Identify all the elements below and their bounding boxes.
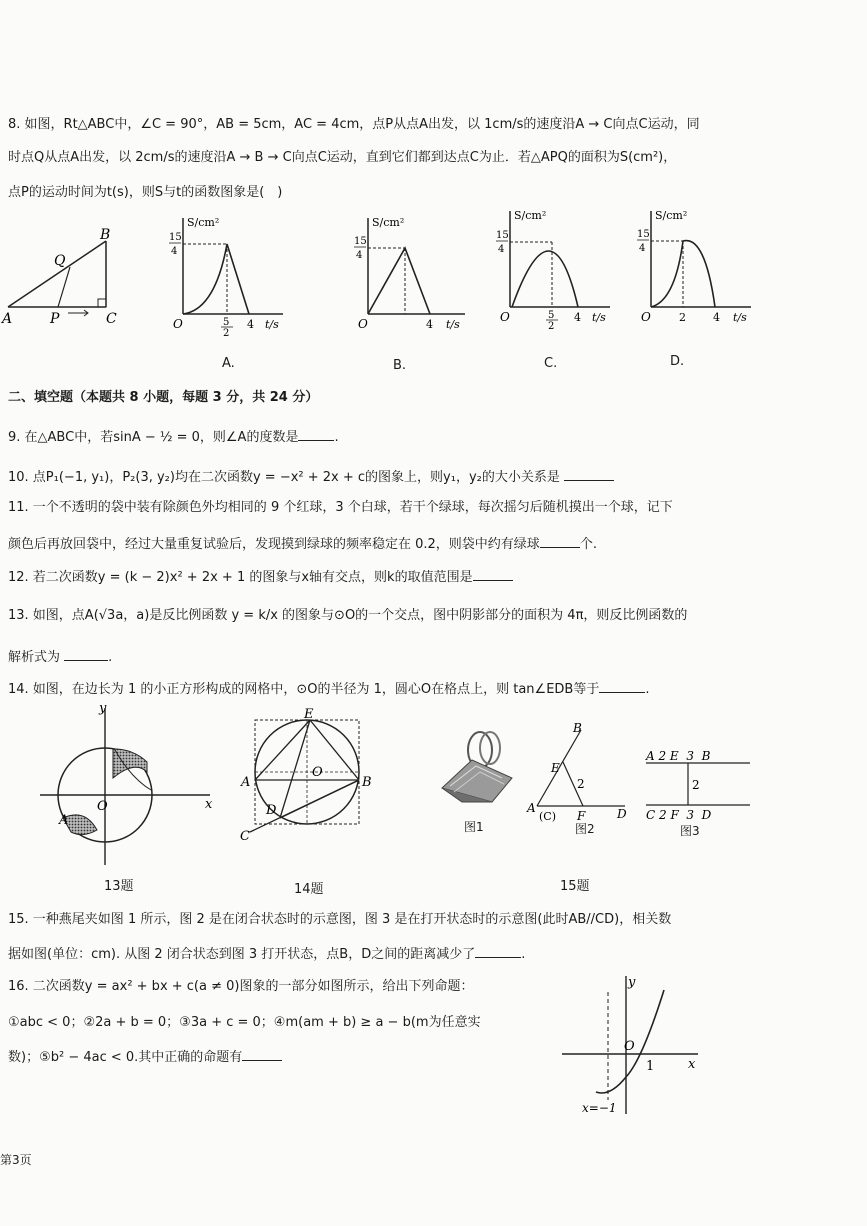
- q8-graph-c: [492, 205, 617, 330]
- q10: [8, 466, 614, 488]
- q9-blank[interactable]: [298, 426, 334, 441]
- q10-text: 10. 点P₁(−1, y₁)，P₂(3, y₂)均在二次函数y = −x² + 2x + c的图象上，则y₁，y₂的大小关系是: [8, 470, 560, 485]
- gd-ylabel: S/cm²: [655, 209, 688, 222]
- ga-xlabel: t/s: [265, 318, 279, 331]
- fig15-open: [640, 745, 755, 825]
- q11-line1: 11. 一个不透明的袋中装有除颜色外均相同的 9 个红球，3 个白球，若干个绿球，每次摇匀后随机摸出一个球，记下: [8, 500, 673, 515]
- q16-y: y: [628, 975, 636, 990]
- q9: 9. 在△ABC中，若sinA − ½ = 0，则∠A的度数是 .: [8, 426, 339, 448]
- fig13: [35, 700, 225, 870]
- q12-blank[interactable]: [473, 566, 513, 581]
- ga-2: 2: [223, 328, 230, 337]
- f13-a: A: [59, 813, 69, 828]
- option-b-label: B.: [393, 358, 407, 373]
- label-q: Q: [54, 253, 66, 269]
- gc-15: 15: [496, 230, 509, 241]
- caption-15: 15题: [560, 879, 590, 894]
- q16-one: 1: [646, 1059, 655, 1074]
- fig15-closed: [525, 722, 635, 822]
- f15c-top: A 2 E 3 B: [646, 749, 711, 763]
- ga-origin: O: [173, 317, 183, 331]
- f15b-d: D: [617, 807, 627, 821]
- gc-5: 5: [548, 310, 555, 321]
- f13-x: x: [205, 797, 213, 812]
- label-b: B: [100, 227, 111, 243]
- f15b-b: B: [573, 722, 582, 735]
- binder-clip-icon: [432, 730, 522, 810]
- q10-blank[interactable]: [564, 466, 614, 481]
- q13-line2: 解析式为 .: [8, 646, 112, 668]
- q9-text: 9. 在△ABC中，若sinA − ½ = 0，则∠A的度数是: [8, 430, 299, 445]
- q14-blank[interactable]: [599, 678, 645, 693]
- f15b-2: 2: [577, 777, 585, 791]
- option-a-label: A.: [222, 356, 235, 371]
- gd-origin: O: [641, 310, 651, 324]
- q15-blank[interactable]: [475, 943, 521, 958]
- q16-line3: [8, 1046, 282, 1068]
- f14-o: O: [312, 765, 323, 780]
- gc-origin: O: [500, 310, 510, 324]
- f15c-mid: 2: [692, 778, 700, 792]
- f13-o: O: [97, 799, 108, 814]
- q11-line2: [8, 533, 597, 555]
- q12-text: 12. 若二次函数y = (k − 2)x² + 2x + 1 的图象与x轴有交点，则k的取值范围是: [8, 570, 473, 585]
- q11-text: 颜色后再放回袋中，经过大量重复试验后，发现摸到绿球的频率稳定在 0.2，则袋中约有绿球: [8, 537, 540, 552]
- f15b-f: F: [577, 809, 586, 822]
- f14-e: E: [304, 707, 314, 722]
- q8-triangle-figure: [0, 225, 125, 330]
- gc-2: 2: [548, 321, 555, 330]
- gb-xlabel: t/s: [446, 318, 460, 331]
- fig14: [238, 706, 378, 846]
- gd-4: 4: [639, 243, 646, 254]
- q8-graph-a: [165, 212, 290, 337]
- q14: 14. 如图，在边长为 1 的小正方形构成的网格中，⊙O的半径为 1，圆心O在格点上，则 tan∠EDB等于 .: [8, 678, 649, 700]
- gd-15: 15: [637, 229, 650, 240]
- gb-4x: 4: [426, 318, 433, 331]
- q13-line1: 13. 如图，点A(√3a，a)是反比例函数 y = k/x 的图象与⊙O的一个交点，图中阴影部分的面积为 4π，则反比例函数的: [8, 608, 688, 623]
- ga-ylabel: S/cm²: [187, 216, 220, 229]
- gc-4: 4: [498, 244, 505, 255]
- f14-a: A: [241, 775, 251, 790]
- f15b-c: (C): [539, 810, 556, 822]
- q13-blank[interactable]: [64, 646, 108, 661]
- q14-text: 14. 如图，在边长为 1 的小正方形构成的网格中，⊙O的半径为 1，圆心O在格点上，则 tan∠EDB等于: [8, 682, 600, 697]
- option-d-label: D.: [670, 354, 685, 369]
- q16-line1: 16. 二次函数y = ax² + bx + c(a ≠ 0)图象的一部分如图所示，给出下列命题：: [8, 979, 474, 994]
- ga-4x: 4: [247, 318, 254, 331]
- q8-line1: 8. 如图，Rt△ABC中，∠C = 90°，AB = 5cm，AC = 4cm，点P从点A出发，以 1cm/s的速度沿A → C向点C运动，同: [8, 117, 700, 132]
- label-c: C: [106, 311, 117, 327]
- page-footer: 第3页: [0, 1153, 32, 1167]
- q16-blank[interactable]: [242, 1046, 282, 1061]
- q16-o: O: [624, 1039, 635, 1054]
- f14-b: B: [362, 775, 372, 790]
- gb-ylabel: S/cm²: [372, 216, 405, 229]
- gb-4: 4: [356, 250, 363, 261]
- q8-graph-d: [633, 205, 758, 330]
- q16-parabola-graph: [560, 972, 710, 1122]
- ga-15: 15: [169, 232, 182, 243]
- f13-y: y: [99, 701, 107, 716]
- gb-15: 15: [354, 236, 367, 247]
- f14-d: D: [266, 803, 277, 818]
- gc-ylabel: S/cm²: [514, 209, 547, 222]
- q16-line2: ①abc < 0；②2a + b = 0；③3a + c = 0；④m(am + b) ≥ a − b(m为任意实: [8, 1015, 481, 1030]
- f15b-e: E: [551, 761, 560, 775]
- label-p: P: [50, 311, 60, 327]
- fig2-label: 图2: [575, 822, 595, 836]
- q15-text: 据如图(单位：cm). 从图 2 闭合状态到图 3 打开状态，点B，D之间的距离减少了: [8, 947, 476, 962]
- label-a: A: [2, 311, 13, 327]
- q8-graph-b: [350, 212, 470, 337]
- q15-line2: 据如图(单位：cm). 从图 2 闭合状态到图 3 打开状态，点B，D之间的距离减少了 .: [8, 943, 525, 965]
- ga-5: 5: [223, 317, 230, 328]
- caption-14: 14题: [294, 882, 324, 897]
- q16-x: x: [688, 1057, 696, 1072]
- q16-text: 数)；⑤b² − 4ac < 0.其中正确的命题有: [8, 1050, 243, 1065]
- gc-4x: 4: [574, 311, 581, 324]
- q15-line1: 15. 一种燕尾夹如图 1 所示，图 2 是在闭合状态时的示意图，图 3 是在打开状态时的示意图(此时AB//CD)，相关数: [8, 912, 672, 927]
- gd-xlabel: t/s: [733, 311, 747, 324]
- q8-line2: 时点Q从点A出发，以 2cm/s的速度沿A → B → C向点C运动，直到它们都到达点C为止．若△APQ的面积为S(cm²)，: [8, 150, 677, 165]
- q11-unit: 个.: [579, 537, 597, 552]
- section-header: 二、填空题（本题共 8 小题，每题 3 分，共 24 分）: [8, 390, 319, 405]
- q13-text: 解析式为: [8, 650, 61, 665]
- f14-c: C: [240, 829, 250, 844]
- f15c-bottom: C 2 F 3 D: [646, 808, 712, 822]
- fig3-label: 图3: [680, 824, 700, 838]
- gd-4x: 4: [713, 311, 720, 324]
- f15b-a: A: [527, 801, 536, 815]
- gd-2: 2: [679, 311, 686, 324]
- caption-13: 13题: [104, 879, 134, 894]
- ga-4: 4: [171, 246, 178, 257]
- gc-xlabel: t/s: [592, 311, 606, 324]
- q8-line3: 点P的运动时间为t(s)，则S与t的函数图象是( ): [8, 185, 283, 200]
- q11-blank[interactable]: [540, 533, 580, 548]
- gb-origin: O: [358, 317, 368, 331]
- q12: [8, 566, 513, 588]
- option-c-label: C.: [544, 356, 558, 371]
- fig1-label: 图1: [464, 820, 484, 834]
- q16-axis-label: x=−1: [582, 1101, 617, 1115]
